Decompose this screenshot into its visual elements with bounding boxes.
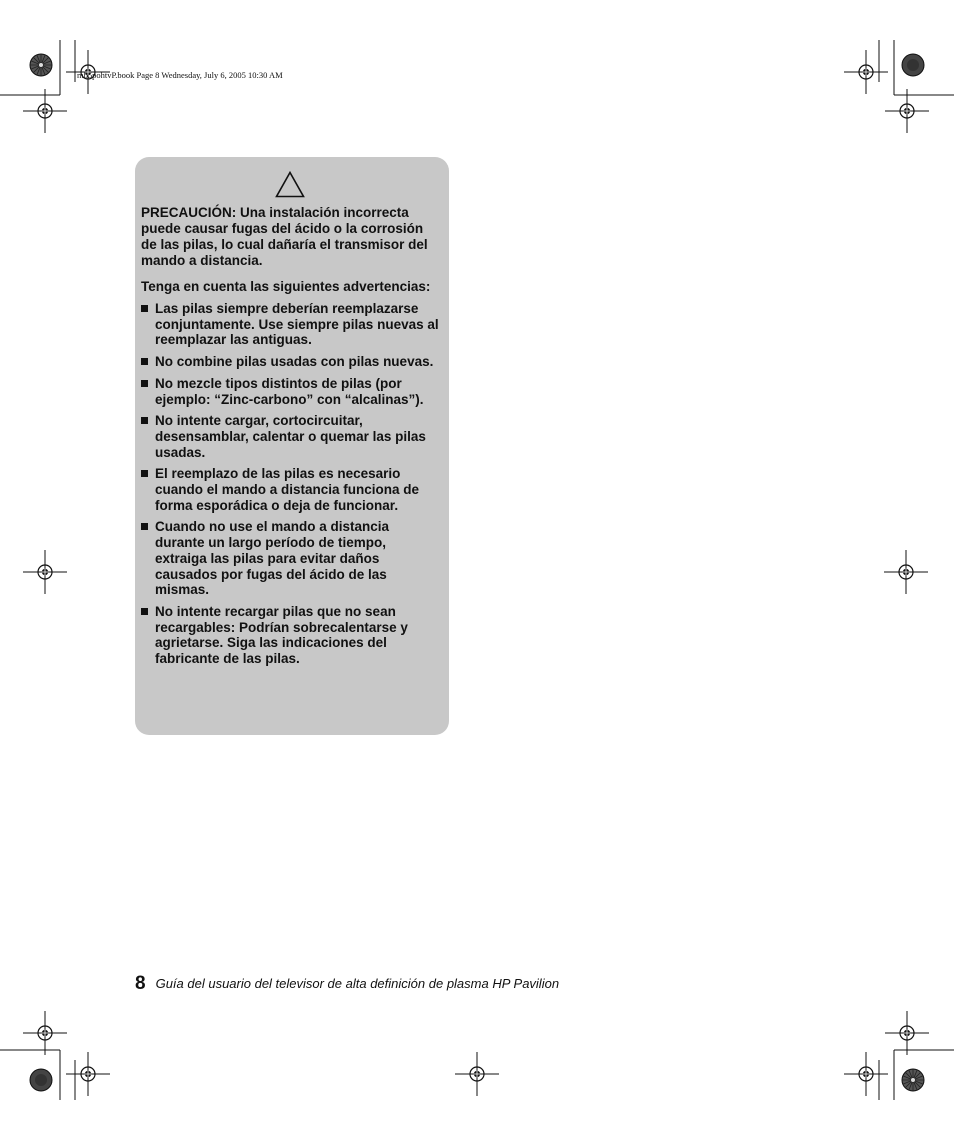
- list-item-text: No mezcle tipos distintos de pilas (por ejemplo: “Zinc-carbono” con “alcalinas”).: [155, 375, 424, 407]
- page-number: 8: [135, 973, 146, 994]
- registration-crosshair-icon: [66, 1052, 110, 1096]
- list-item: [141, 466, 439, 513]
- starburst-target-icon: [902, 1069, 924, 1091]
- list-item-text: Cuando no use el mando a distancia durante un largo período de tiempo, extraiga las pilas para evitar daños causados por fugas del ácido de las mismas.: [155, 519, 390, 598]
- registration-crosshair-icon: [23, 89, 67, 133]
- footer-title: Guía del usuario del televisor de alta definición de plasma HP Pavilion: [155, 976, 560, 991]
- warning-list: [141, 301, 439, 667]
- page-footer: [135, 973, 559, 995]
- caution-heading: PRECAUCIÓN: Una instalación incorrecta puede causar fugas del ácido o la corrosión de las pilas, lo cual dañaría el transmisor del mando a distancia.: [141, 205, 428, 268]
- list-item-text: No intente recargar pilas que no sean recargables: Podrían sobrecalentarse y agrietarse. Siga las indicaciones del fabricante de las pilas.: [155, 603, 408, 667]
- list-item: [141, 604, 439, 667]
- caution-box: [135, 157, 449, 735]
- registration-crosshair-icon: [23, 550, 67, 594]
- list-item: [141, 376, 439, 407]
- registration-crosshair-icon: [885, 89, 929, 133]
- bullet-square-icon: [141, 358, 148, 365]
- list-item-text: El reemplazo de las pilas es necesario cuando el mando a distancia funciona de forma esporádica o deja de funcionar.: [155, 466, 420, 513]
- registration-crosshair-icon: [844, 1052, 888, 1096]
- registration-crosshair-icon: [455, 1052, 499, 1096]
- bullet-square-icon: [141, 523, 148, 530]
- list-item-text: No combine pilas usadas con pilas nuevas.: [155, 354, 434, 370]
- list-item: [141, 301, 439, 348]
- caution-intro: Tenga en cuenta las siguientes advertencias:: [141, 279, 431, 294]
- registration-crosshair-icon: [885, 1011, 929, 1055]
- color-target-icon: [902, 54, 924, 76]
- warning-triangle-icon: [275, 171, 305, 198]
- bullet-square-icon: [141, 608, 148, 615]
- registration-crosshair-icon: [884, 550, 928, 594]
- list-item: [141, 413, 439, 460]
- bullet-square-icon: [141, 417, 148, 424]
- list-item-text: Las pilas siempre deberían reemplazarse conjuntamente. Use siempre pilas nuevas al reemplazar las antiguas.: [155, 301, 439, 348]
- color-target-icon: [30, 1069, 52, 1091]
- starburst-target-icon: [30, 54, 52, 76]
- bullet-square-icon: [141, 470, 148, 477]
- registration-crosshair-icon: [23, 1011, 67, 1055]
- slug-line: mb5pohtvP.book Page 8 Wednesday, July 6, 2005 10:30 AM: [77, 70, 283, 80]
- registration-crosshair-icon: [844, 50, 888, 94]
- list-item: [141, 519, 439, 598]
- bullet-square-icon: [141, 305, 148, 312]
- list-item-text: No intente cargar, cortocircuitar, desensamblar, calentar o quemar las pilas usadas.: [155, 413, 426, 460]
- bullet-square-icon: [141, 380, 148, 387]
- list-item: [141, 354, 439, 370]
